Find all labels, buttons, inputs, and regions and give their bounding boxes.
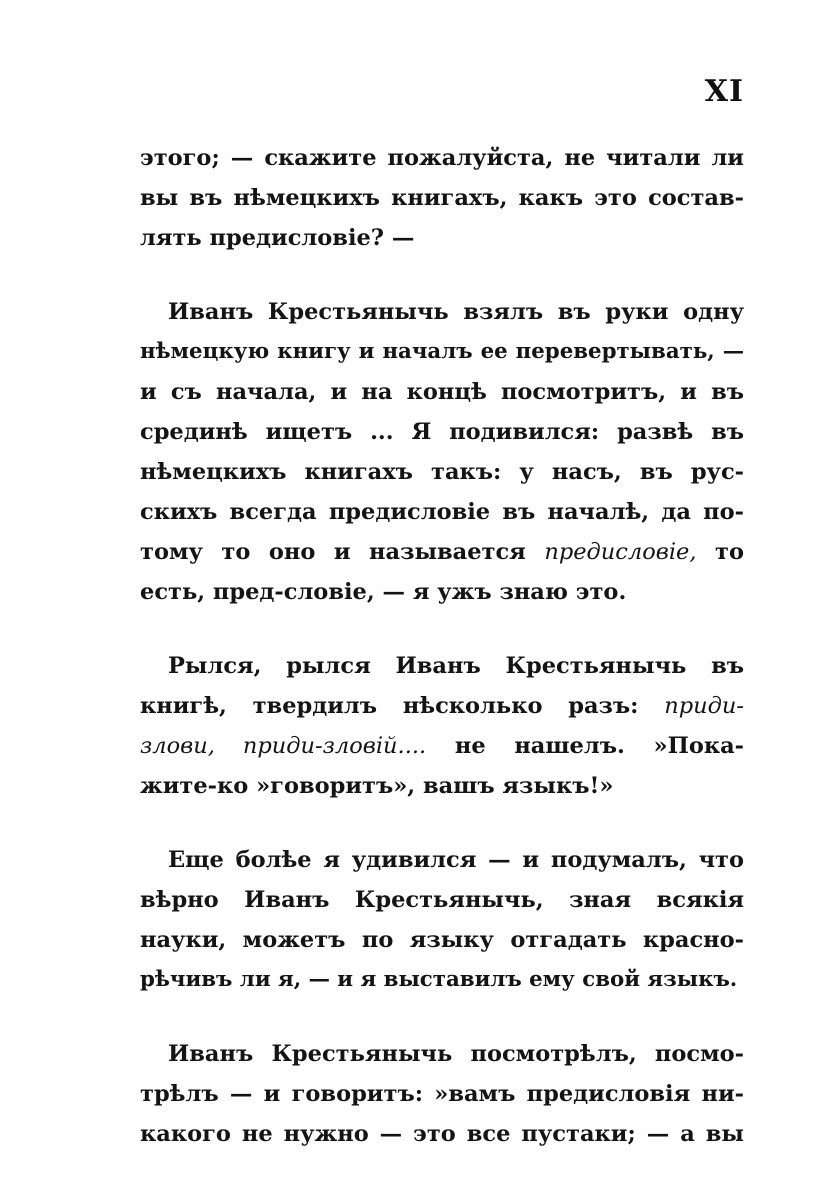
text-line: Иванъ Крестьянычь взялъ въ руки одну — [168, 299, 744, 325]
page-number: XI — [704, 74, 744, 109]
text-line-mixed — [140, 532, 744, 572]
italic-term: злови, приди-зловій.... — [140, 733, 427, 759]
text-line: жите-ко »говоритъ», вашъ языкъ!» — [140, 773, 614, 799]
text-line: есть, пред-словіе, — я ужъ знаю это. — [140, 579, 627, 605]
text-line: этого; — скажите пожалуйста, не читали ли — [140, 145, 744, 171]
paragraph-4 — [140, 840, 744, 1000]
text-line: какого не нужно — это все пустаки; — а вы — [140, 1121, 744, 1147]
paragraph-5 — [140, 1034, 744, 1154]
text-segment: то — [715, 539, 744, 565]
text-line-mixed — [140, 686, 744, 726]
text-line: срединѣ ищетъ ... Я подивился: развѣ въ — [140, 419, 744, 445]
text-line-mixed — [140, 726, 744, 766]
text-line: трѣлъ — и говоритъ: »вамъ предисловія ни- — [140, 1081, 744, 1107]
text-line: нѣмецкихъ книгахъ такъ: у насъ, въ рус- — [140, 459, 744, 485]
italic-term: предисловіе, — [544, 539, 697, 565]
text-line: вы въ нѣмецкихъ книгахъ, какъ это состав- — [140, 185, 744, 211]
text-segment: не нашелъ. »Пока- — [454, 733, 744, 759]
text-line: Рылся, рылся Иванъ Крестьянычь въ — [168, 653, 744, 679]
paragraph-2 — [140, 292, 744, 612]
text-line: скихъ всегда предисловіе въ началѣ, да по- — [140, 499, 744, 525]
paragraph-3 — [140, 646, 744, 806]
body-text — [140, 138, 744, 1154]
text-line: нѣмецкую книгу и началъ ее перевертывать, — — [140, 339, 744, 364]
text-line: вѣрно Иванъ Крестьянычь, зная всякія — [140, 887, 744, 913]
text-line: рѣчивъ ли я, — и я выставилъ ему свой языкъ. — [140, 967, 738, 992]
italic-term: приди- — [664, 693, 744, 719]
text-line: лять предисловіе? — — [140, 225, 415, 251]
text-line: Еще болѣе я удивился — и подумалъ, что — [168, 847, 744, 873]
text-line: науки, можетъ по языку отгадать красно- — [140, 927, 744, 953]
text-line: и съ начала, и на концѣ посмотритъ, и въ — [140, 379, 744, 405]
text-segment: книгѣ, твердилъ нѣсколько разъ: — [140, 693, 639, 719]
paragraph-1 — [140, 138, 744, 258]
text-segment: тому то оно и называется — [140, 539, 526, 565]
text-line: Иванъ Крестьянычь посмотрѣлъ, посмо- — [168, 1041, 744, 1067]
